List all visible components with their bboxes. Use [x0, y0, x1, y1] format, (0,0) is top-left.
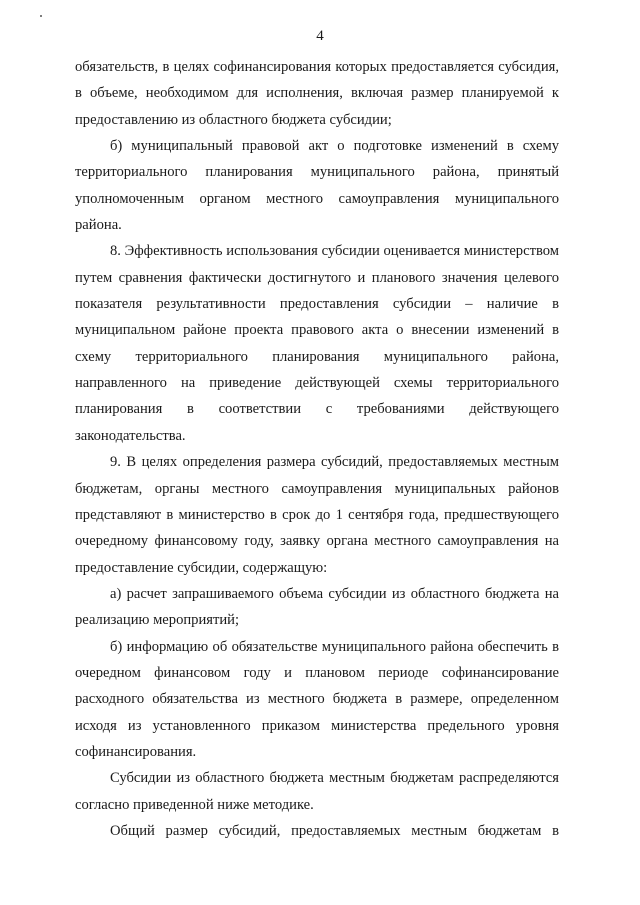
scan-speck — [40, 15, 42, 17]
paragraph-distribution: Субсидии из областного бюджета местным бюджетам распределяются согласно приведенной ниже методике. — [75, 770, 559, 813]
paragraph-subitem-a-calculation: а) расчет запрашиваемого объема субсидии из областного бюджета на реализацию мероприятий; — [75, 585, 559, 629]
paragraph-subitem-b-obligation: б) информацию об обязательстве муниципального района обеспечить в очередном финансовом году и плановом периоде софинансирование расходного обязательства из местного бюджета в размере, определенном исходя из установленного приказом министерства предельного уровня софинансирования. — [75, 638, 559, 760]
page-number: 4 — [316, 28, 324, 44]
paragraph-item-8-efficiency: 8. Эффективность использования субсидии оценивается министерством путем сравнения фактически достигнутого и планового значения целевого показателя результативности предоставления субсидии – наличие в муниципальном районе проекта правового акта о внесении изменений в схему территориального планирования муниципального района, направленного на приведение действующей схемы территориального планирования в соответствии с требованиями действующего законодательства. — [75, 243, 559, 444]
paragraph-obligations-continued: обязательств, в целях софинансирования которых предоставляется субсидия, в объеме, необходимом для исполнения, включая размер планируемой к предоставлению из областного бюджета субсидии; — [75, 59, 559, 128]
document-body — [75, 54, 559, 844]
paragraph-municipal-act: б) муниципальный правовой акт о подготовке изменений в схему территориального планирования муниципального района, принятый уполномоченным органом местного самоуправления муниципального района. — [75, 138, 559, 234]
paragraph-item-9-application: 9. В целях определения размера субсидий, предоставляемых местным бюджетам, органы местного самоуправления муниципальных районов представляют в министерство в срок до 1 сентября года, предшествующего очередному финансовому году, заявку органа местного самоуправления на предоставление субсидии, содержащую: — [75, 454, 559, 576]
paragraph-total-subsidy: Общий размер субсидий, предоставляемых местным бюджетам в — [110, 822, 559, 839]
